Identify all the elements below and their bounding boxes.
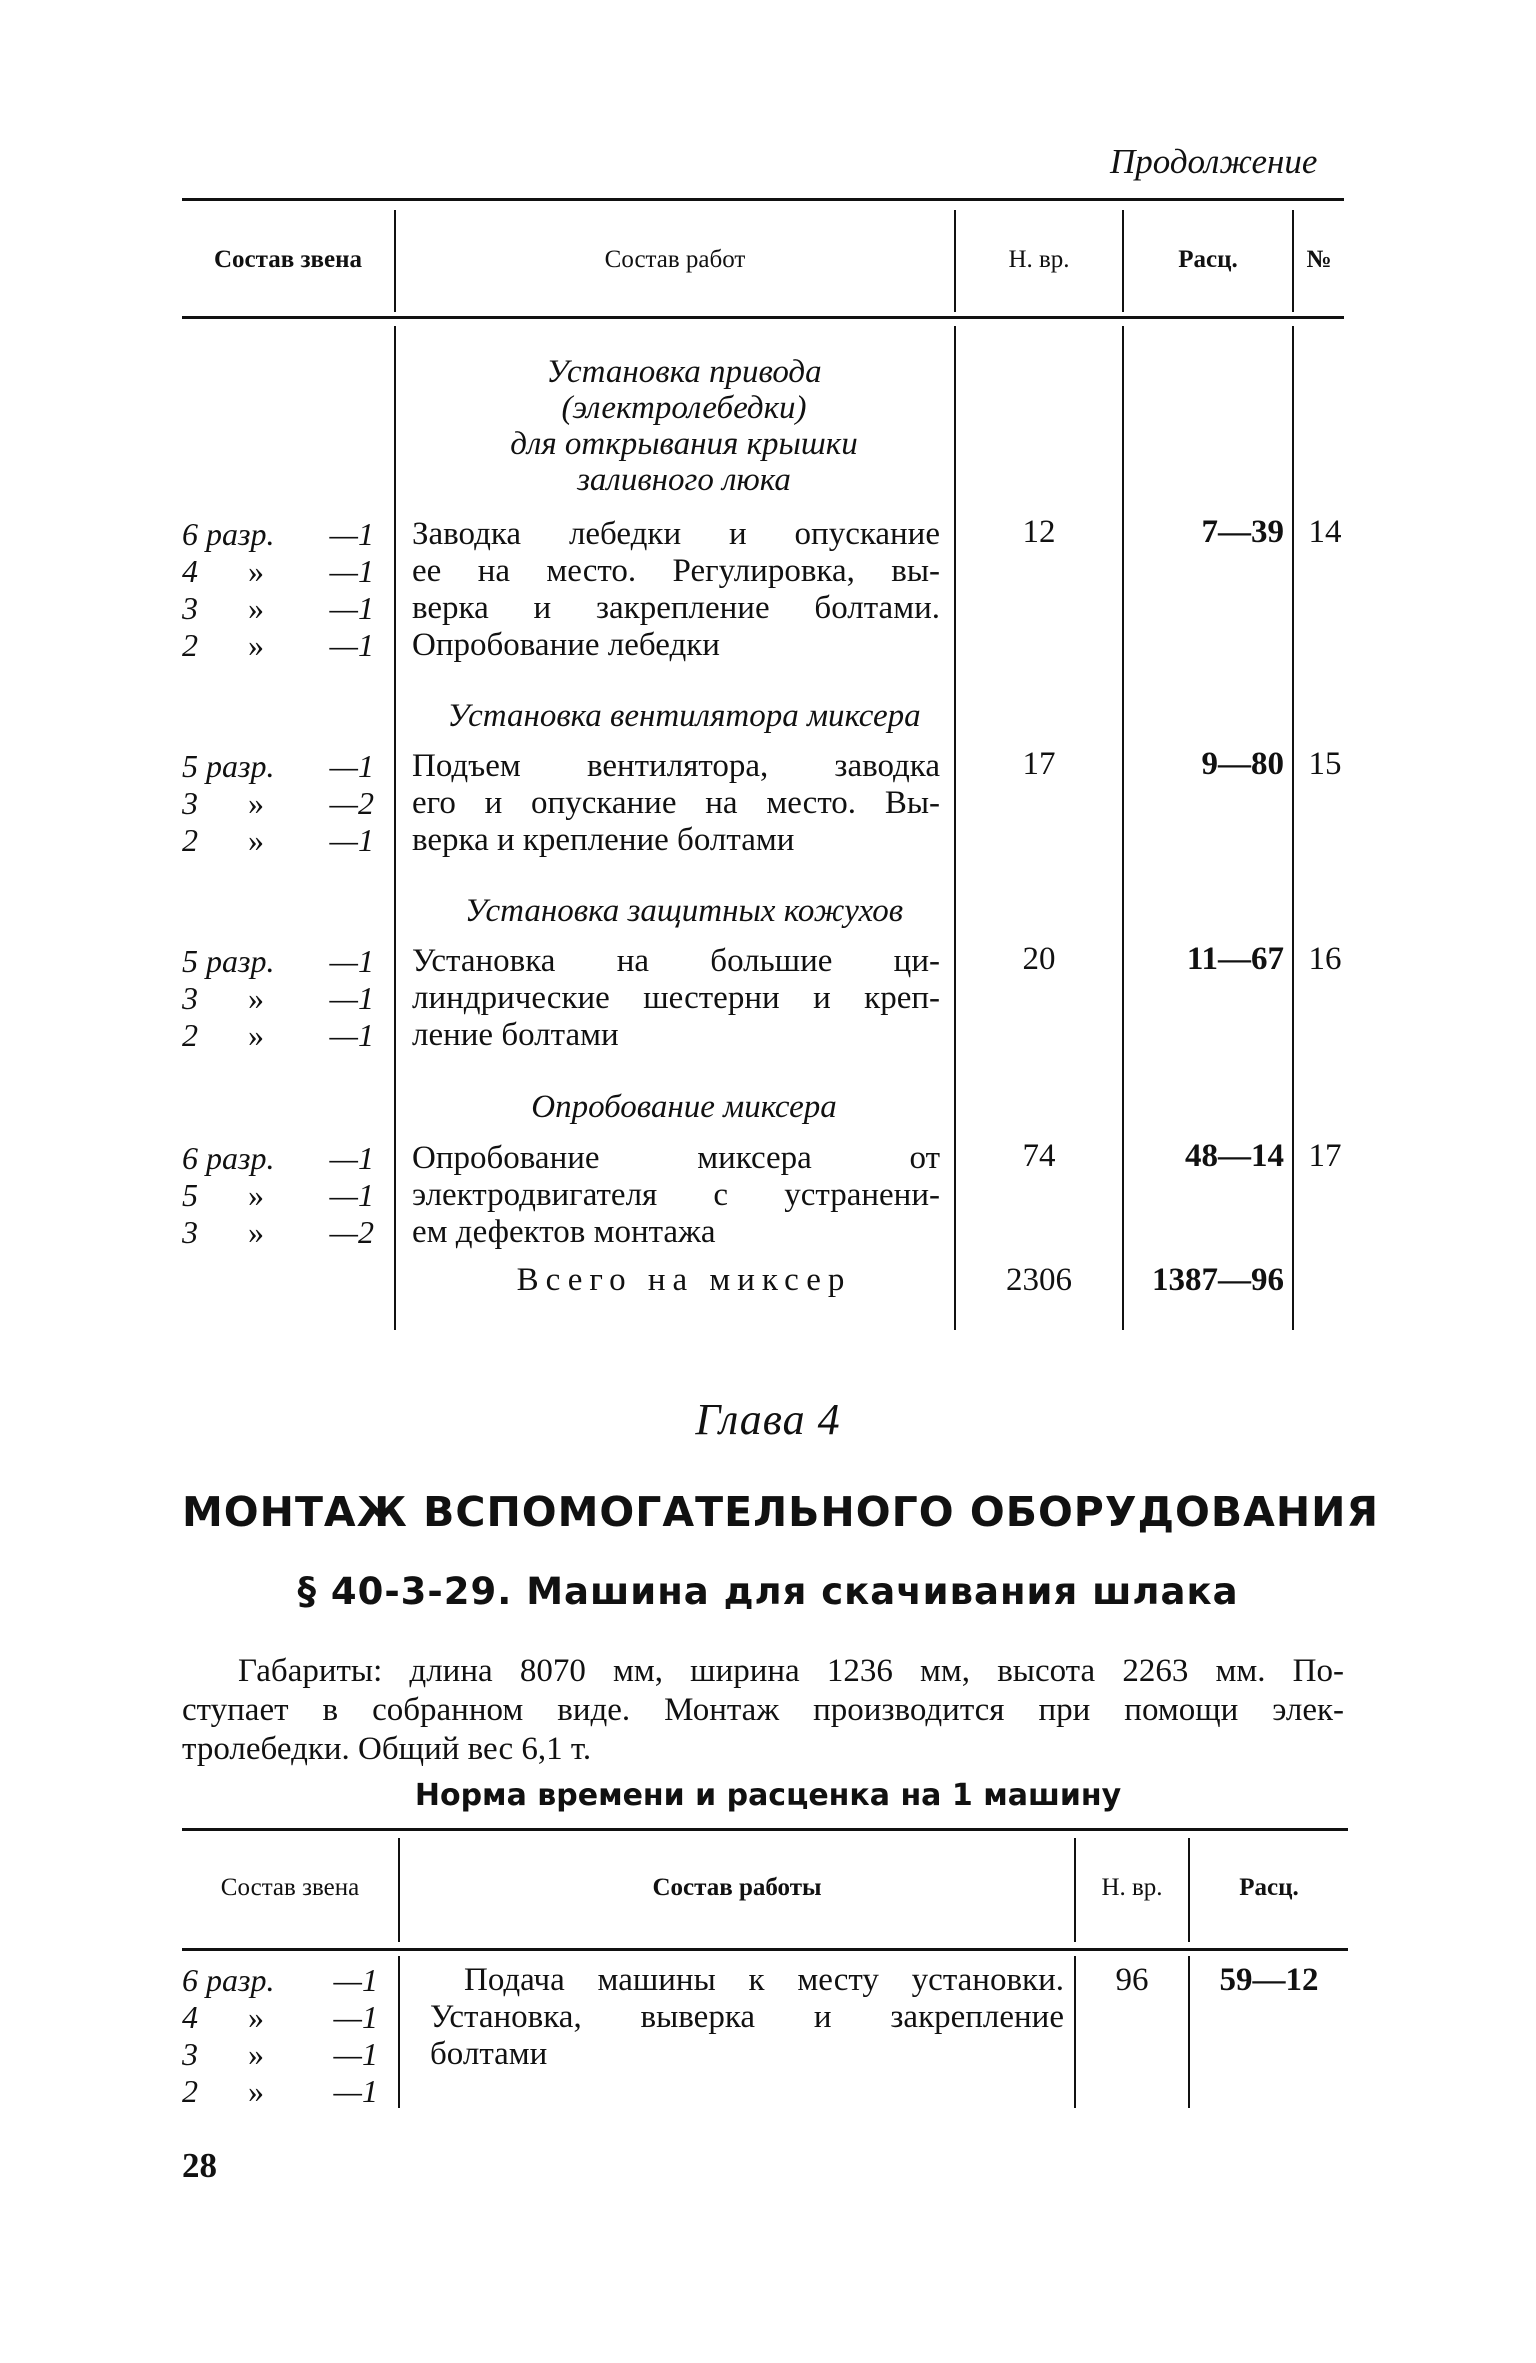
norm-value: 96 xyxy=(1115,1962,1149,1998)
section-title: Установка привода (электролебедки) для открывания крышки заливного люка xyxy=(510,354,858,498)
row-number: 16 xyxy=(1308,941,1342,977)
rate-value: 48—14 xyxy=(1185,1138,1284,1174)
table1-header-no: № xyxy=(1306,246,1332,273)
norm-value: 17 xyxy=(1022,746,1056,782)
table2-header-work: Состав работы xyxy=(652,1874,822,1901)
total-label: Всего на миксер xyxy=(516,1262,852,1298)
norm-caption: Норма времени и расценка на 1 машину xyxy=(414,1778,1122,1813)
table1-column-divider xyxy=(1122,326,1124,1330)
rate-value: 7—39 xyxy=(1201,514,1284,550)
crew-composition: 5 разр. —1 3 » —2 2 » —1 xyxy=(182,748,374,858)
crew-composition: 6 разр. —1 4 » —1 3 » —1 2 » —1 xyxy=(182,516,374,663)
rate-value: 9—80 xyxy=(1201,746,1284,782)
work-description: Подача машины к месту установки. Установка, выверка и закрепление болтами xyxy=(430,1962,1064,2072)
table1-column-divider xyxy=(1292,326,1294,1330)
section-title: Установка защитных кожухов xyxy=(464,893,904,929)
table2-header-norm: Н. вр. xyxy=(1101,1874,1163,1901)
page-number: 28 xyxy=(182,2146,217,2185)
table2-header-crew: Состав звена xyxy=(220,1874,360,1901)
total-norm: 2306 xyxy=(1006,1262,1072,1298)
continuation-label: Продолжение xyxy=(1110,142,1318,181)
section-title: Установка вентилятора миксера xyxy=(447,698,921,734)
norm-value: 74 xyxy=(1022,1138,1056,1174)
row-number: 14 xyxy=(1308,514,1342,550)
norm-value: 12 xyxy=(1022,514,1056,550)
work-description: Установка на большие ци- линдрические шестерни и креп- ление болтами xyxy=(412,943,940,1053)
norm-value: 20 xyxy=(1022,941,1056,977)
table1-column-divider xyxy=(954,326,956,1330)
table2-top-rule xyxy=(182,1828,1348,1831)
total-rate: 1387—96 xyxy=(1152,1262,1284,1298)
chapter-label: Глава 4 xyxy=(695,1395,841,1444)
table1-header-rule xyxy=(182,316,1344,319)
chapter-title: МОНТАЖ ВСПОМОГАТЕЛЬНОГО ОБОРУДОВАНИЯ xyxy=(182,1488,1380,1536)
table2-header-rule xyxy=(182,1948,1348,1951)
table2-header-rate: Расц. xyxy=(1239,1874,1299,1901)
table2-column-divider xyxy=(398,1956,400,2108)
section-heading: § 40-3-29. Машина для скачивания шлака xyxy=(297,1570,1239,1613)
section-title: Опробование миксера xyxy=(531,1089,837,1125)
table1-header-rate: Расц. xyxy=(1178,246,1238,273)
rate-value: 59—12 xyxy=(1219,1962,1319,1998)
work-description: Опробование миксера от электродвигателя с устранени- ем дефектов монтажа xyxy=(412,1140,940,1250)
crew-composition: 5 разр. —1 3 » —1 2 » —1 xyxy=(182,943,374,1053)
work-description: Подъем вентилятора, заводка его и опускание на место. Вы- верка и крепление болтами xyxy=(412,748,940,858)
row-number: 15 xyxy=(1308,746,1342,782)
description-paragraph: Габариты: длина 8070 мм, ширина 1236 мм, высота 2263 мм. По- ступает в собранном виде. Монтаж производится при помощи элек- тролебедки. Общий вес 6,1 т. xyxy=(182,1653,1344,1767)
table1-header-crew: Состав звена xyxy=(213,246,363,273)
crew-composition: 6 разр. —1 5 » —1 3 » —2 xyxy=(182,1140,374,1250)
crew-composition: 6 разр. —1 4 » —1 3 » —1 2 » —1 xyxy=(182,1962,378,2109)
row-number: 17 xyxy=(1308,1138,1342,1174)
table1-column-divider xyxy=(394,326,396,1330)
rate-value: 11—67 xyxy=(1186,941,1284,977)
table1-header-norm: Н. вр. xyxy=(1008,246,1070,273)
work-description: Заводка лебедки и опускание ее на место. Регулировка, вы- верка и закрепление болтами. Опробование лебедки xyxy=(412,516,940,663)
table1-top-rule xyxy=(182,198,1344,201)
table1-header-work: Состав работ xyxy=(604,246,746,273)
